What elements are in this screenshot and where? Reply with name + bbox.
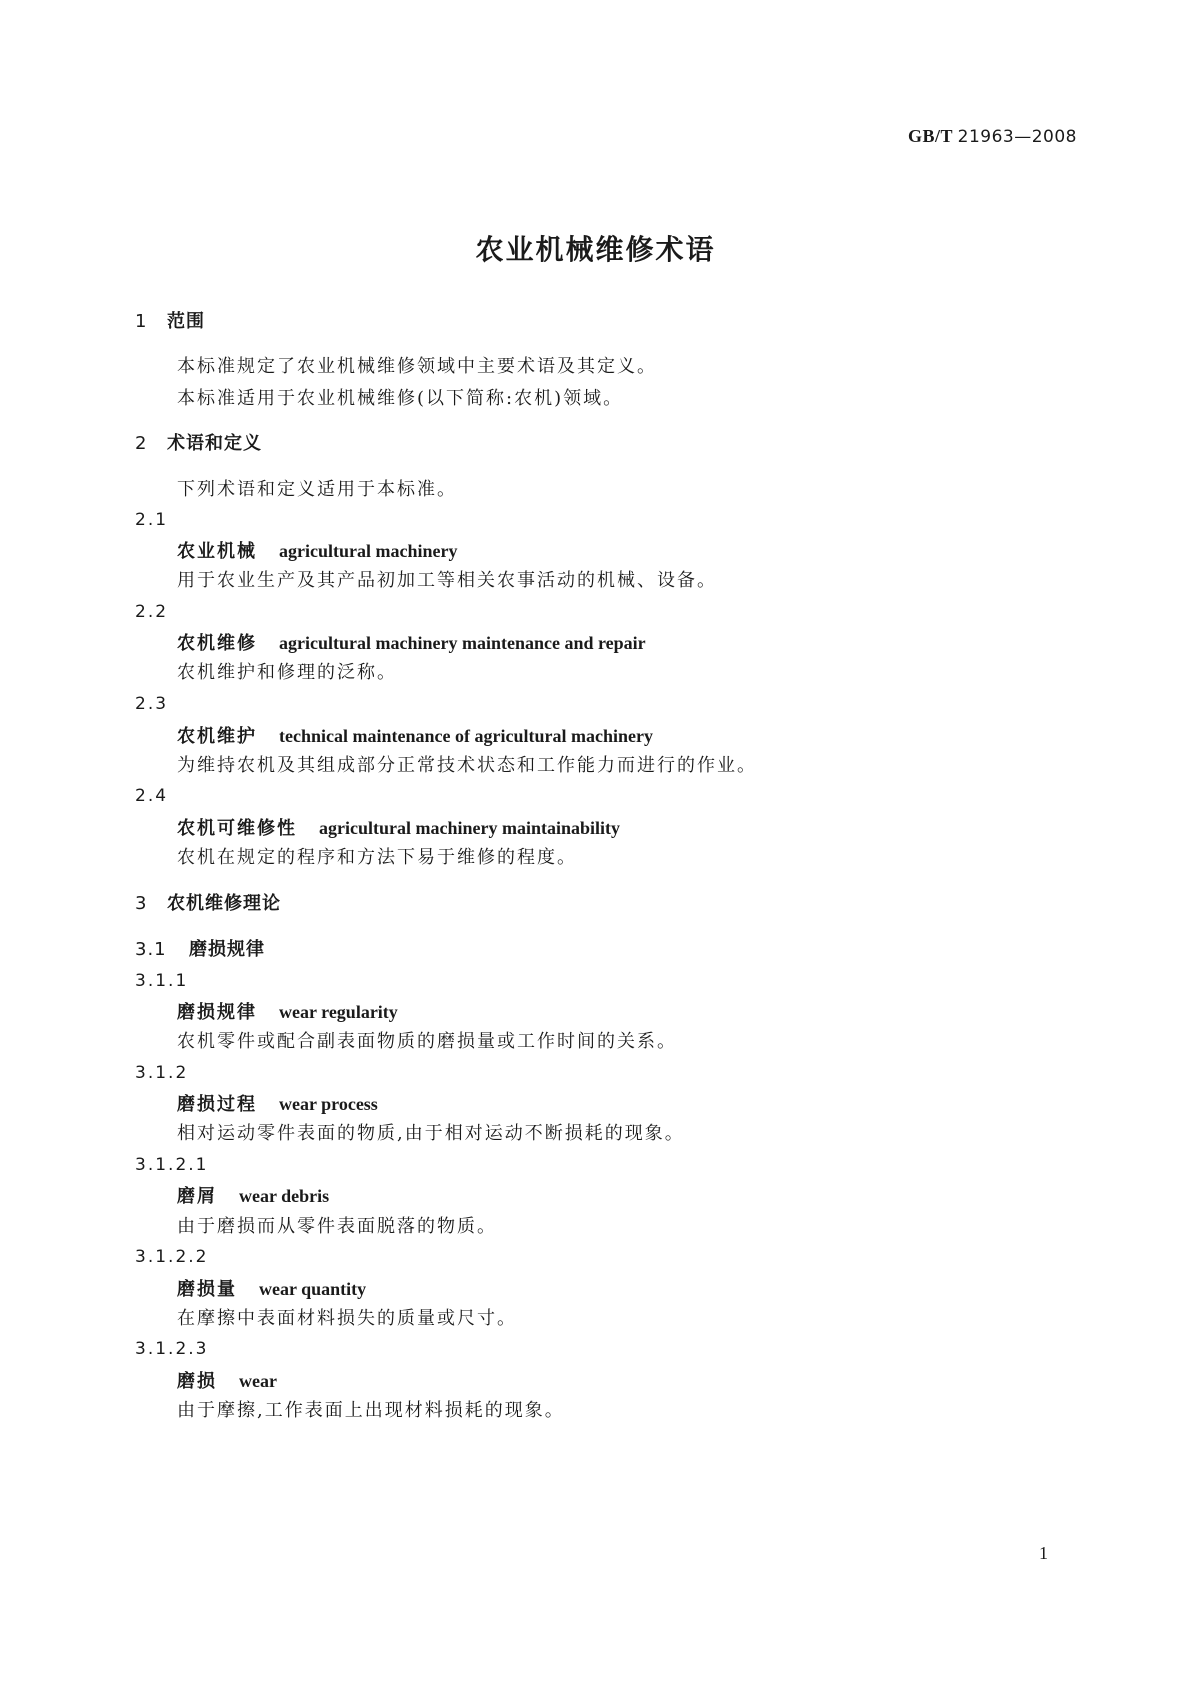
scope-paragraph-1: 本标准规定了农业机械维修领域中主要术语及其定义。	[177, 356, 657, 377]
term-english: agricultural machinery	[279, 541, 458, 561]
term-chinese: 农业机械	[177, 541, 257, 562]
section-title: 范围	[167, 311, 205, 332]
term-number: 3.1.2	[135, 1063, 189, 1083]
term-chinese: 磨损规律	[177, 1002, 257, 1023]
term-heading	[177, 1372, 277, 1391]
page-number: 1	[1039, 1543, 1048, 1563]
term-definition: 农机在规定的程序和方法下易于维修的程度。	[177, 847, 577, 868]
term-definition: 相对运动零件表面的物质,由于相对运动不断损耗的现象。	[177, 1123, 685, 1144]
term-heading	[177, 1187, 329, 1206]
section-number: 3	[135, 893, 148, 914]
section-2-heading	[135, 435, 262, 453]
section-title: 术语和定义	[167, 433, 262, 454]
scope-paragraph-2: 本标准适用于农业机械维修(以下简称:农机)领域。	[177, 388, 624, 409]
term-number: 3.1.2.2	[135, 1247, 209, 1267]
term-heading	[177, 1003, 398, 1022]
term-heading	[177, 727, 653, 746]
term-number: 2.3	[135, 694, 169, 714]
term-heading	[177, 634, 646, 653]
term-number: 2.1	[135, 510, 169, 530]
term-chinese: 磨屑	[177, 1186, 217, 1207]
term-heading	[177, 1280, 366, 1299]
term-number: 3.1.2.1	[135, 1155, 209, 1175]
standard-code	[908, 126, 1077, 147]
term-chinese: 农机可维修性	[177, 818, 297, 839]
standard-prefix: GB/T	[907, 126, 953, 146]
term-english: wear process	[279, 1094, 378, 1114]
term-english: agricultural machinery maintainability	[319, 818, 620, 838]
term-heading	[177, 542, 457, 561]
term-number: 2.2	[135, 602, 169, 622]
standard-number: 21963—2008	[957, 127, 1077, 147]
term-chinese: 磨损过程	[177, 1094, 257, 1115]
term-number: 3.1.1	[135, 971, 189, 991]
section-3-1-heading	[135, 941, 265, 959]
term-number: 3.1.2.3	[135, 1339, 209, 1359]
term-english: wear	[239, 1371, 277, 1391]
section-1-heading	[135, 313, 205, 331]
term-definition: 由于摩擦,工作表面上出现材料损耗的现象。	[177, 1400, 565, 1421]
term-english: wear quantity	[259, 1279, 367, 1299]
term-chinese: 农机维护	[177, 726, 257, 747]
term-definition: 用于农业生产及其产品初加工等相关农事活动的机械、设备。	[177, 570, 717, 591]
document-title: 农业机械维修术语	[475, 233, 716, 266]
term-chinese: 磨损	[177, 1371, 217, 1392]
section-number: 1	[135, 311, 148, 332]
term-definition: 农机零件或配合副表面物质的磨损量或工作时间的关系。	[177, 1031, 677, 1052]
term-english: technical maintenance of agricultural machinery	[279, 726, 653, 746]
term-heading	[177, 819, 620, 838]
section-title: 农机维修理论	[167, 893, 281, 914]
term-chinese: 磨损量	[177, 1279, 237, 1300]
section-3-heading	[135, 895, 281, 913]
term-definition: 农机维护和修理的泛称。	[177, 662, 397, 683]
terms-intro-paragraph: 下列术语和定义适用于本标准。	[177, 479, 457, 500]
section-number: 3.1	[135, 939, 167, 960]
section-title: 磨损规律	[189, 939, 265, 960]
term-english: wear debris	[239, 1186, 330, 1206]
term-definition: 由于磨损而从零件表面脱落的物质。	[177, 1216, 497, 1237]
term-heading	[177, 1095, 378, 1114]
term-definition: 为维持农机及其组成部分正常技术状态和工作能力而进行的作业。	[177, 755, 757, 776]
section-number: 2	[135, 433, 148, 454]
term-chinese: 农机维修	[177, 633, 257, 654]
term-definition: 在摩擦中表面材料损失的质量或尺寸。	[177, 1308, 517, 1329]
term-english: wear regularity	[279, 1002, 398, 1022]
term-english: agricultural machinery maintenance and repair	[279, 633, 646, 653]
term-number: 2.4	[135, 786, 169, 806]
